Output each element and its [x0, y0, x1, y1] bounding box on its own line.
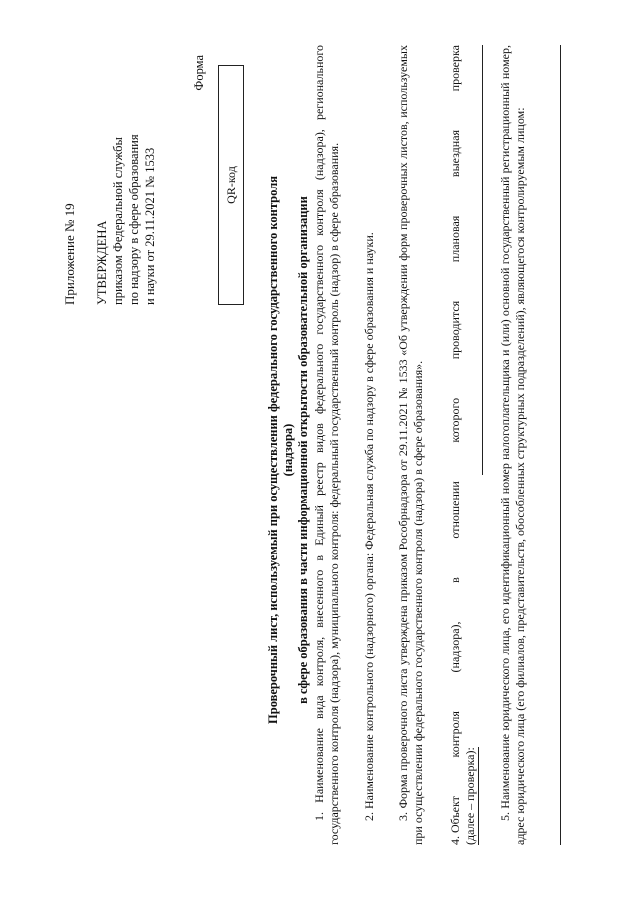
approval-line-2: по надзору в сфере образования [127, 134, 141, 305]
fill-in-line [560, 45, 561, 845]
item-4-word: контроля [448, 711, 462, 758]
item-4-word: отношении [448, 481, 462, 539]
item-4-tail: (далее – проверка): [463, 747, 477, 845]
item-3-form-approval: 3. Форма проверочного листа утверждена приказом Рособрнадзора от 29.11.2021 № 1533 «Об утверждении форм проверочных листов, используемых при осуществлении федерального государственного контроля (надзора) в сфере образования». [396, 45, 425, 845]
title-line-2: в сфере образования в части информационной открытости образовательной организации [296, 196, 310, 704]
approval-block [62, 75, 158, 305]
item-4-word: проводится [448, 300, 462, 360]
item-5-legal-entity: 5. Наименование юридического лица, его идентификационный номер налогоплательщика и (или) основной государственный регистрационный номер, адрес юридического лица (его филиалов, представительств, обособленных структурных подразделений), являющегося контролируемым лицом: [498, 45, 527, 845]
item-4-word: проверка [448, 45, 462, 92]
qr-code-label: QR-код [223, 166, 238, 204]
item-1-control-type: 1. Наименование вида контроля, внесенного в Единый реестр видов федерального государственного контроля (надзора), регионального государственного контроля (надзора), муниципального контроля: федеральный государственный контроль (надзор) в сфере образования. [312, 45, 341, 845]
appendix-number: Приложение № 19 [62, 203, 77, 305]
item-4-inspection-object [448, 45, 479, 845]
fill-in-line [482, 45, 483, 475]
approval-line-1: приказом Федеральной службы [111, 137, 125, 305]
item-4-word: плановая [448, 215, 462, 263]
item-4-word: которого [448, 397, 462, 443]
item-4-word: 4. Объект [448, 796, 462, 845]
qr-code-box [218, 65, 244, 305]
title-line-1: Проверочный лист, используемый при осуществлении федерального государственного контроля (надзора) [266, 176, 295, 724]
approved-stamp: УТВЕРЖДЕНА [95, 220, 109, 305]
item-4-word: выездная [448, 129, 462, 178]
item-2-control-body: 2. Наименование контрольного (надзорного) органа: Федеральная служба по надзору в сфере образования и науки. [362, 232, 376, 821]
item-4-word: в [448, 577, 462, 583]
item-4-word: (надзора), [448, 621, 462, 673]
document-title [266, 155, 311, 745]
form-label: Форма [192, 55, 206, 91]
approval-line-3: и науки от 29.11.2021 № 1533 [143, 147, 157, 305]
